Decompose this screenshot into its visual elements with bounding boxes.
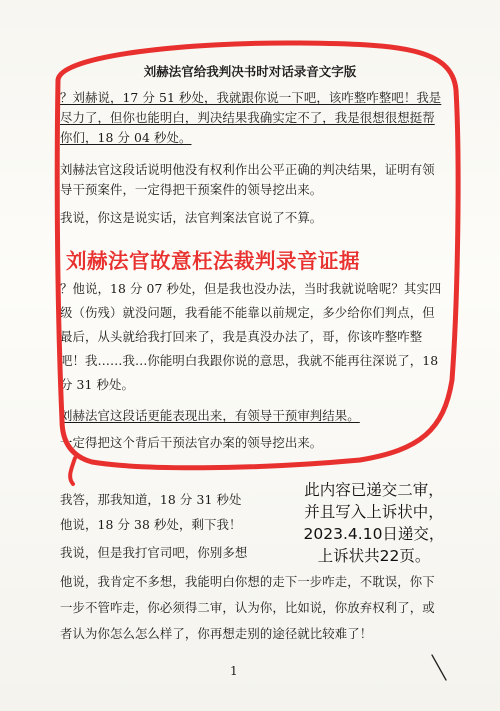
pen-mark [432, 655, 446, 680]
text-line: 分 31 秒处。 [60, 377, 135, 392]
text-line: 一定得把这个背后干预法官办案的领导挖出来。 [60, 435, 323, 450]
note-line: 并且写入上诉状中， [304, 503, 444, 521]
text-line: 尽力了，但你也能明白，判决结果我确实定不了，我是很想很想挺帮 [60, 110, 435, 125]
text-line: 刘赫法官这段话说明他没有权利作出公平正确的判决结果，证明有领 [60, 162, 435, 177]
text-line: 吧！我……我…你能明白我跟你说的意思，我就不能再往深说了，18 [60, 353, 439, 368]
page-number: 1 [230, 664, 238, 678]
text-line: 我答，那我知道，18 分 31 秒处 [60, 492, 242, 507]
text-line: 导干预案件，一定得把干预案件的领导挖出来。 [60, 182, 323, 197]
text-line: 你们，18 分 04 秒处。 [60, 130, 192, 145]
text-line: 最后，从头就给我打回来了，我是真没办法了，哥，你该咋整咋整 [60, 329, 423, 344]
text-line: 他说，我肯定不多想，我能明白你想的走下一步咋走，不耽误，你下 [60, 574, 435, 589]
text-line: 我说，但是我打官司吧，你别多想 [60, 545, 248, 560]
note-line: 此内容已递交二审， [304, 481, 444, 499]
text-line: 者认为你怎么怎么样了，你再想走别的途径就比较难了！ [60, 626, 373, 641]
document-title: 刘赫法官给我判决书时对话录音文字版 [143, 64, 357, 79]
handwritten-style-note [258, 479, 490, 567]
red-annotation-banner: 刘赫法官故意枉法裁判录音证据 [66, 249, 360, 273]
text-line: 我说，你这是说实话，法官判案法官说了不算。 [60, 210, 323, 225]
text-line: 一步不管咋走，你必须得二审，认为你，比如说，你放弃权利了，或 [60, 600, 435, 615]
text-line: 他说，18 分 38 秒处，剩下我！ [60, 517, 242, 532]
text-line: 刘赫法官这段话更能表现出来，有领导干预审判结果。 [60, 408, 360, 423]
text-line: ？他说，18 分 07 秒处，但是我也没办法，当时我就说啥呢？其实四 [60, 281, 442, 296]
note-line: 上诉状共22页。 [317, 547, 431, 565]
note-line: 2023.4.10日递交， [303, 525, 445, 543]
text-line: ？刘赫说，17 分 51 秒处，我就跟你说一下吧，该咋整咋整吧！我是 [60, 90, 442, 105]
red-circle-tail [70, 458, 75, 484]
text-line: 级（伤残）就没问题，我看能不能靠以前规定，多少给你们判点，但 [60, 305, 435, 320]
